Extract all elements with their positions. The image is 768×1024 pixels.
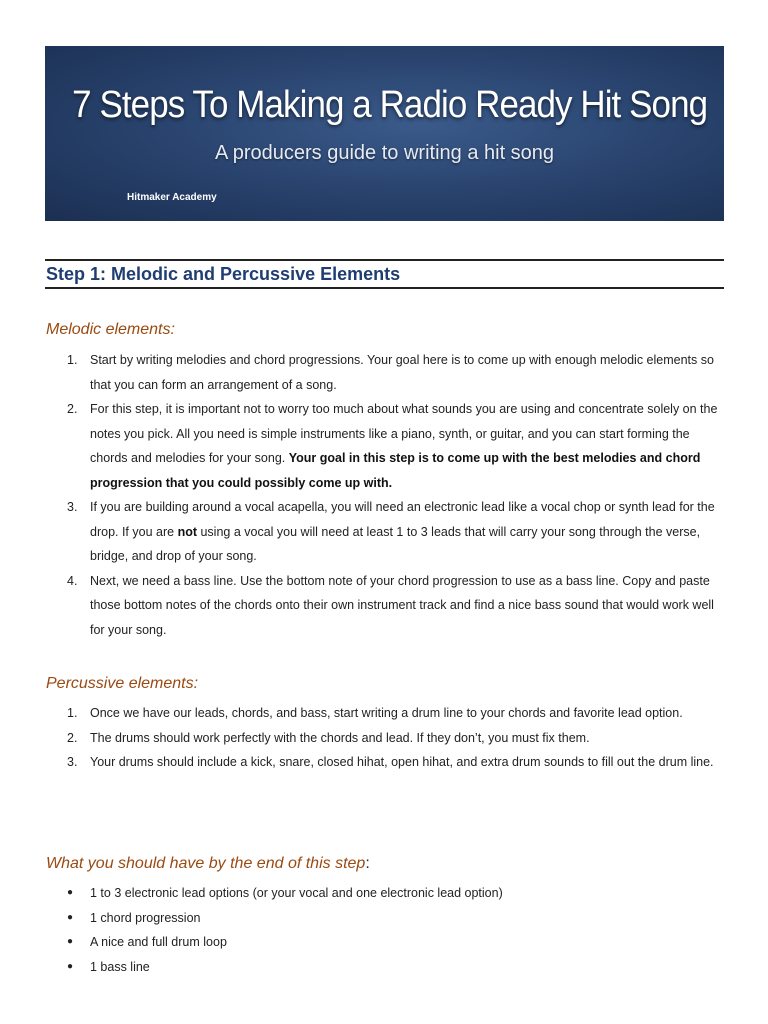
end-of-step-heading-colon: :: [365, 855, 370, 872]
list-number: 2.: [67, 730, 78, 745]
list-item-text: Start by writing melodies and chord progressions. Your goal here is to come up with enough melodic elements so that you can form an arrangement of a song.: [90, 353, 714, 392]
banner-brand: Hitmaker Academy: [127, 192, 217, 203]
list-item: [45, 397, 725, 495]
list-item: [45, 906, 725, 931]
percussive-list: [45, 701, 725, 775]
list-item: [45, 881, 725, 906]
end-of-step-heading: [46, 855, 370, 873]
list-number: 2.: [67, 402, 78, 416]
bullet-icon: ●: [67, 887, 74, 898]
list-item: [45, 569, 725, 643]
list-item-text: Once we have our leads, chords, and bass, start writing a drum line to your chords and favorite lead option.: [90, 706, 683, 720]
end-of-step-heading-text: What you should have by the end of this step: [46, 855, 366, 872]
percussive-heading: Percussive elements:: [46, 675, 199, 692]
bullet-icon: ●: [67, 960, 74, 972]
end-of-step-list: [45, 881, 725, 979]
list-item-emphasis: Your goal in this step is to come up with the best melodies and chord progression that you could possibly come up with.: [90, 451, 701, 490]
melodic-heading: Melodic elements:: [46, 321, 175, 338]
list-item-text: Your drums should include a kick, snare, closed hihat, open hihat, and extra drum sounds to fill out the drum line.: [90, 755, 714, 769]
list-item: [45, 750, 725, 775]
list-item-text: 1 bass line: [90, 959, 150, 974]
list-item-text: The drums should work perfectly with the chords and lead. If they don’t, you must fix them.: [90, 730, 590, 745]
list-item-text: using a vocal you will need at least 1 to 3 leads that will carry your song through the verse, bridge, and drop of your song.: [90, 524, 701, 563]
bullet-icon: ●: [67, 936, 74, 947]
banner-subtitle: A producers guide to writing a hit song: [214, 142, 555, 164]
list-item: [45, 495, 725, 569]
list-item-text: A nice and full drum loop: [90, 935, 227, 949]
list-item-text: Next, we need a bass line. Use the bottom note of your chord progression to use as a bass line. Copy and paste those bottom notes of the chords onto their own instrument track and find a nice bass sound that would work well for your song.: [90, 573, 714, 637]
list-item-text: If you are building around a vocal acapella, you will need an electronic lead like a vocal chop or synth lead for the drop. If you are: [90, 500, 715, 539]
list-number: 3.: [67, 500, 78, 514]
list-number: 3.: [67, 755, 78, 769]
banner-title: 7 Steps To Making a Radio Ready Hit Song: [72, 84, 708, 126]
title-banner: [45, 46, 724, 221]
list-item-text: 1 chord progression: [90, 910, 201, 925]
list-item: [45, 726, 725, 751]
step-heading: [45, 259, 724, 289]
list-item: [45, 955, 725, 980]
step-heading-text: Step 1: Melodic and Percussive Elements: [46, 264, 401, 284]
list-item: [45, 348, 725, 397]
melodic-list: [45, 348, 725, 642]
list-number: 1.: [67, 353, 78, 367]
list-item: [45, 701, 725, 726]
list-item: [45, 930, 725, 955]
list-item-text: 1 to 3 electronic lead options (or your vocal and one electronic lead option): [90, 886, 503, 900]
list-number: 1.: [67, 706, 78, 720]
list-item-text: For this step, it is important not to worry too much about what sounds you are using and concentrate solely on the notes you pick. All you need is simple instruments like a piano, synth, or guitar, and you can start forming the chords and melodies for your song.: [90, 402, 718, 465]
list-item-emphasis: not: [177, 524, 197, 539]
list-number: 4.: [67, 573, 78, 588]
bullet-icon: ●: [67, 911, 74, 923]
